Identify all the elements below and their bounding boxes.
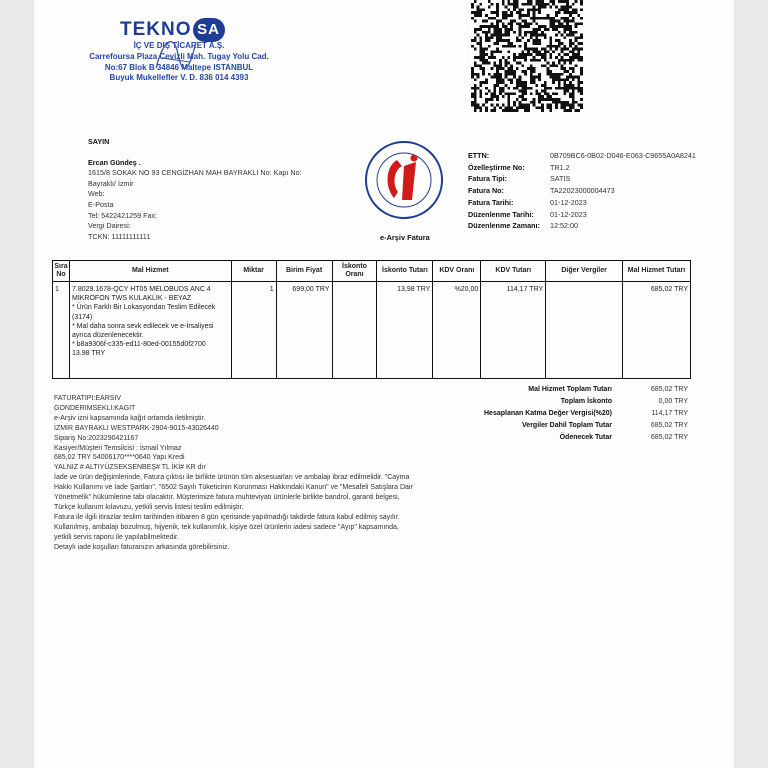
note-line: Fatura ile ilgili itirazlar teslim tarihinden itibaren 8 gün içerisinde yapılmadığı takdirde fatura kabul edilmiş sayılır. [54, 513, 400, 521]
buyer-phone: Tel: 5422421259 Fax: [88, 210, 158, 220]
invoice-items-table [52, 260, 691, 379]
meta-row: Özelleştirme No: TR1.2 [468, 162, 570, 172]
invoice-notes [54, 394, 434, 553]
totals-row: Ödenecek Tutar 685,02 TRY [559, 434, 688, 441]
note-line: İade ve ürün değişimlerinde, Fatura çıktısı ile birlikte ürünün tüm aksesuarları ve ambalajı ibraz edilmelidir. "Cayma [54, 474, 410, 482]
meta-row: Fatura Tipi: SATIS [468, 174, 571, 184]
note-line: Kullanılmış, ambalajı bozulmuş, hijyenik, tek kullanımlık, kişiye özel ürünlerin iadesi sadece "Ayıp" kapsamında, [54, 523, 399, 531]
col-header-item: Mal Hizmet [69, 261, 231, 282]
gib-seal-icon [364, 140, 444, 220]
seller-address-1: Carrefoursa Plaza Cevizli Mah. Tugay Yolu Cad. [89, 51, 269, 61]
totals-block [470, 384, 688, 444]
buyer-tax-office: Vergi Dairesi: [88, 221, 131, 231]
note-line: FATURATIPI:EARSIV [54, 395, 122, 402]
buyer-block [88, 137, 338, 242]
table-header-row [53, 261, 691, 282]
note-line: 685,02 TRY 54006170****0640 Yapı Kredi [54, 454, 185, 462]
col-header-discount-amount: İskonto Tutarı [377, 261, 433, 282]
cell-other-taxes [546, 282, 623, 379]
buyer-city: Bayraklı/ İzmir [88, 178, 134, 188]
totals-row: Mal Hizmet Toplam Tutarı 685,02 TRY [528, 386, 688, 393]
cell-item-description: 7.8029.1678-QCY HT05 MELOBUDS ANC 4 MİKROFON TWS KULAKLIK - BEYAZ * Ürün Farklı Bir Lokasyondan Teslim Edilecek (3174) * Mal daha sonra sevk edilecek ve e-İrsaliyesi ayrıca düzenlenecektir. * b8a9306f-c335-ed11-80ed-00155d0f2700 13.98 TRY [69, 282, 231, 379]
cell-vat-rate: %20,00 [433, 282, 481, 379]
seller-company-line: İÇ VE DIŞ TİCARET A.Ş. [133, 41, 225, 50]
buyer-web: Web: [88, 189, 105, 199]
note-line: Sipariş No:2023290421167 [54, 434, 139, 442]
cell-discount-amount: 13,98 TRY [377, 282, 433, 379]
note-line: İZMİR BAYRAKLI WESTPARK-2904-9015-43026440 [54, 424, 219, 432]
col-header-vat-amount: KDV Tutarı [481, 261, 546, 282]
cell-unit-price: 699,00 TRY [276, 282, 332, 379]
cell-no: 1 [53, 282, 70, 379]
meta-row: Fatura No: TA22023000004473 [468, 186, 615, 196]
meta-row: ETTN: 0B709BC6-0B02-D046-E063-C9655A0A8241 [468, 151, 696, 160]
note-line: Türkçe kullanım kılavuzu, yetkili servis listesi teslim edilmiştir. [54, 503, 244, 511]
note-line: YALNIZ # ALTIYÜZSEKSENBEŞ# TL İKİ# KR dır [54, 464, 206, 472]
col-header-no: Sıra No [53, 261, 70, 282]
totals-row: Toplam İskonto 0,00 TRY [560, 398, 688, 405]
meta-row: Düzenlenme Zamanı: 12:52:00 [468, 221, 578, 231]
col-header-discount-rate: İskonto Oranı [332, 261, 377, 282]
seller-brand: TEKNO [120, 19, 192, 40]
seller-tax-office: Buyuk Mukellefler V. D. 836 014 4393 [109, 73, 249, 83]
note-line: Hakkı Kullanımı ve İade Şartları", "6502 Sayılı Tüketicinin Korunması Hakkındaki Kanun" ve "Mesafeli Satışlara Dair [54, 484, 413, 492]
buyer-heading: SAYIN [88, 137, 110, 146]
buyer-email: E-Posta [88, 199, 114, 209]
cell-qty: 1 [231, 282, 276, 379]
note-line: GONDERIMSEKLI:KAGIT [54, 404, 136, 412]
note-line: yetkili servis raporu ile yapılabilmektedir. [54, 533, 179, 541]
buyer-name: Ercan Gündeş . [88, 157, 141, 167]
col-header-qty: Miktar [231, 261, 276, 282]
col-header-other-taxes: Diğer Vergiler [546, 261, 623, 282]
cell-vat-amount: 114,17 TRY [481, 282, 546, 379]
table-row [53, 282, 691, 379]
col-header-total: Mal Hizmet Tutarı [623, 261, 691, 282]
note-line: e-Arşiv izni kapsamında kağıt ortamda iletilmiştir. [54, 414, 206, 422]
buyer-tckn: TCKN: 11111111111 [88, 231, 151, 241]
note-line: Kasiyer/Müşteri Temsilcisi : İsmail Yılmaz [54, 444, 182, 452]
seller-address-2: No:67 Blok B 34846 Maltepe ISTANBUL [104, 62, 254, 72]
note-line: Detaylı iade koşulları faturanızın arkasında görebilirsiniz. [54, 543, 230, 551]
meta-row: Düzenlenme Tarihi: 01-12-2023 [468, 209, 587, 219]
invoice-meta [468, 150, 696, 232]
col-header-unit-price: Birim Fiyat [276, 261, 332, 282]
seller-brand-suffix: SA [193, 18, 225, 42]
seller-signature [152, 28, 200, 80]
meta-row: Fatura Tarihi: 01-12-2023 [468, 197, 587, 207]
totals-row: Hesaplanan Katma Değer Vergisi(%20) 114,17 TRY [484, 410, 688, 417]
buyer-address: 1615/8 SOKAK NO 93 CENGİZHAN MAH BAYRAKLI No: Kapı No: [88, 168, 302, 178]
doc-type-label: e-Arşiv Fatura [380, 233, 430, 242]
qr-code-icon [466, 0, 588, 112]
note-line: Yönetmelik" hükümlerine tabi olacaktır. Müşterimize fatura muhteviyatı ürünlerle birlikte bandrol, garanti belgesi, [54, 494, 400, 502]
cell-total: 685,02 TRY [623, 282, 691, 379]
totals-row: Vergiler Dahil Toplam Tutar 685,02 TRY [522, 422, 688, 429]
cell-discount-rate [332, 282, 377, 379]
col-header-vat-rate: KDV Oranı [433, 261, 481, 282]
